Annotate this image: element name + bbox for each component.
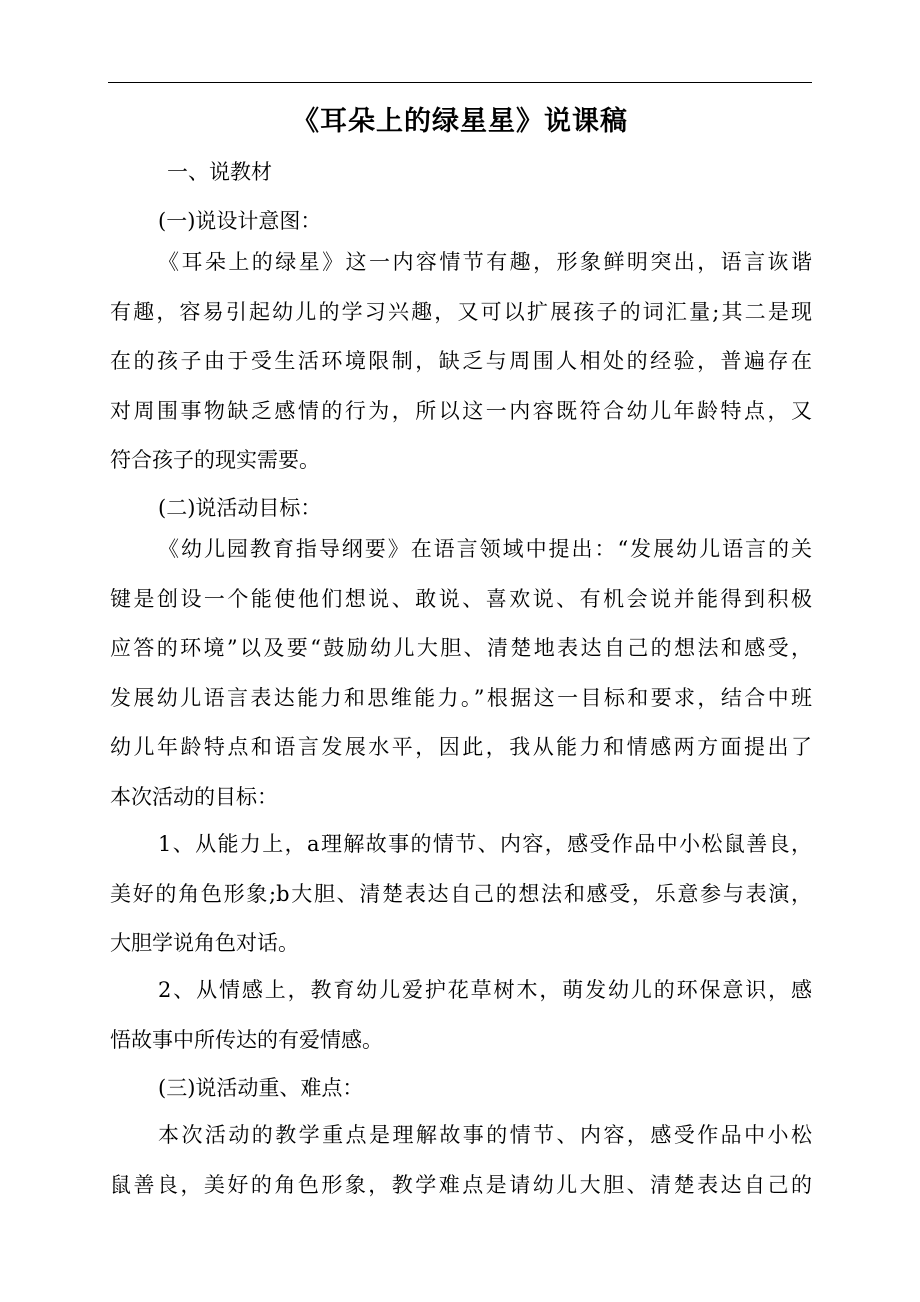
subheading-activity-goals: (二)说活动目标： [158, 496, 322, 520]
text-line: 应答的环境”以及要“鼓励幼儿大胆、清楚地表达自己的想法和感受， [110, 636, 812, 660]
text-line: 本次活动的目标： [110, 784, 278, 809]
paragraph-goal-ability [110, 820, 812, 969]
document-title: 《耳朵上的绿星星》说课稿 [292, 106, 628, 137]
text-line: 本次活动的教学重点是理解故事的情节、内容，感受作品中小松 [158, 1123, 812, 1147]
text-line: 有趣，容易引起幼儿的学习兴趣，又可以扩展孩子的词汇量;其二是现 [110, 299, 812, 324]
section-heading-teaching-material: 一、说教材 [167, 160, 272, 184]
text-line: 键是创设一个能使他们想说、敢说、喜欢说、有机会说并能得到积极 [110, 586, 812, 611]
text-line: 1、从能力上，a理解故事的情节、内容，感受作品中小松鼠善良， [158, 832, 812, 856]
text-line: 《幼儿园教育指导纲要》在语言领域中提出：“发展幼儿语言的关 [158, 537, 812, 561]
paragraph-goal-emotion [110, 966, 812, 1065]
text-line: 《耳朵上的绿星》这一内容情节有趣，形象鲜明突出，语言诙谐 [158, 250, 812, 274]
paragraph-key-difficult-points [110, 1111, 812, 1210]
header-rule [108, 82, 812, 83]
text-line: 2、从情感上，教育幼儿爱护花草树木，萌发幼儿的环保意识，感 [158, 978, 812, 1002]
text-line: 鼠善良，美好的角色形象，教学难点是请幼儿大胆、清楚表达自己的 [110, 1172, 812, 1197]
text-line: 幼儿年龄特点和语言发展水平，因此，我从能力和情感两方面提出了 [110, 735, 812, 759]
text-line: 发展幼儿语言表达能力和思维能力。”根据这一目标和要求，结合中班 [110, 685, 812, 710]
subheading-design-intent: (一)说设计意图： [158, 209, 322, 233]
text-line: 对周围事物缺乏感情的行为，所以这一内容既符合幼儿年龄特点，又 [110, 398, 812, 423]
subheading-key-difficult-points: (三)说活动重、难点： [158, 1076, 364, 1100]
paragraph-activity-goals [110, 525, 812, 822]
text-line: 在的孩子由于受生活环境限制，缺乏与周围人相处的经验，普遍存在 [110, 349, 812, 373]
text-line: 美好的角色形象;b大胆、清楚表达自己的想法和感受，乐意参与表演， [110, 881, 812, 906]
text-line: 大胆学说角色对话。 [110, 931, 299, 955]
text-line: 符合孩子的现实需要。 [110, 448, 320, 472]
text-line: 悟故事中所传达的有爱情感。 [110, 1027, 383, 1052]
paragraph-design-intent [110, 238, 812, 486]
